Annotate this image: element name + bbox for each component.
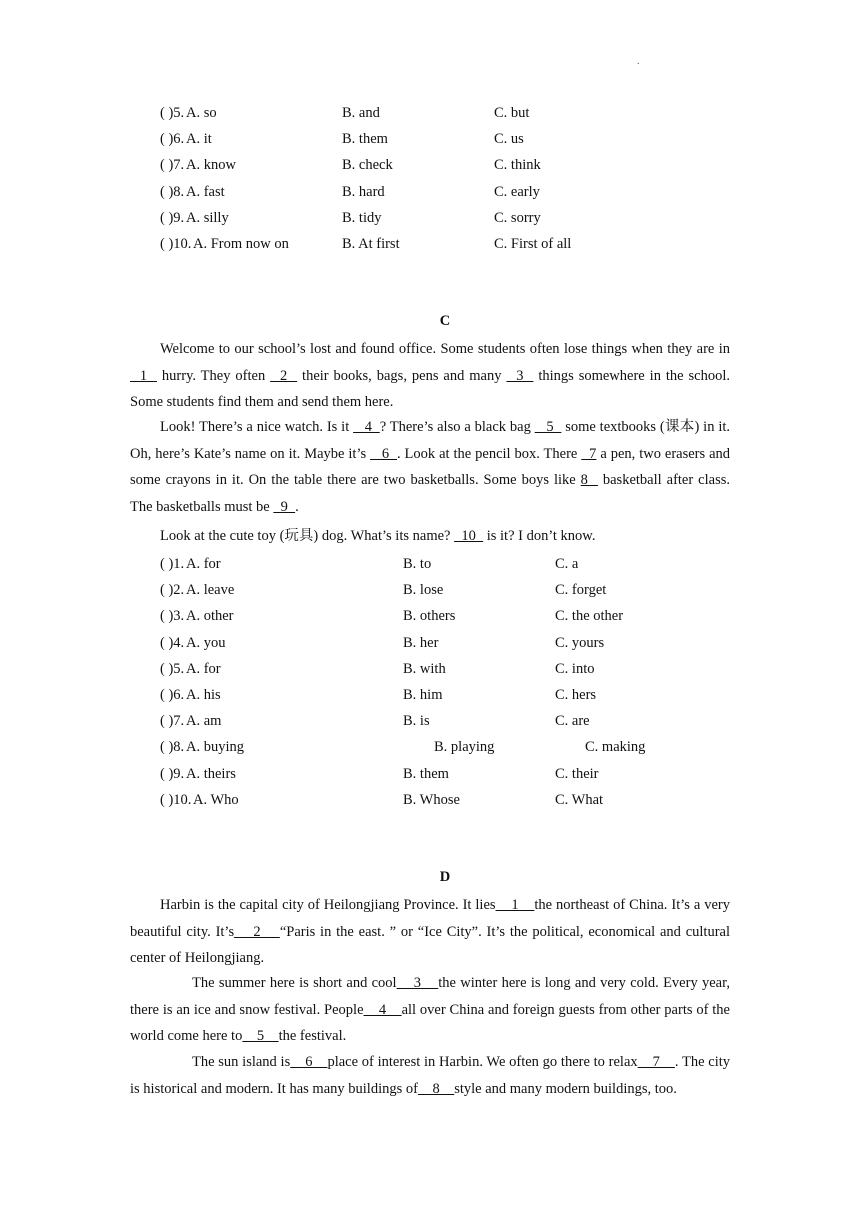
- section-d-paragraph-1: [130, 892, 730, 972]
- option-c: C. the other: [555, 608, 624, 625]
- option-a: A. for: [186, 556, 221, 572]
- paragraph-text: Look! There’s a nice watch. Is it: [160, 419, 354, 435]
- question-number: ( )9.: [160, 765, 185, 782]
- question-number: ( )3.: [160, 608, 185, 625]
- option-c: C. hers: [555, 687, 597, 703]
- paragraph-text: all over China and foreign guests from other parts of the world come here to: [130, 1001, 730, 1044]
- question-number: ( )4.: [160, 634, 185, 651]
- option-a: A. buying: [186, 739, 244, 756]
- section-c-paragraph-1: [130, 336, 730, 416]
- paragraph-text: The sun island is: [192, 1054, 291, 1070]
- paragraph-text: some textbooks (课本) in it. Oh, here’s Kate’s name on it. Maybe it’s: [130, 419, 731, 462]
- option-a: A. From now on: [193, 236, 289, 252]
- question-number: ( )5.: [160, 105, 185, 121]
- option-c: C. are: [555, 713, 590, 730]
- paragraph-text: the festival.: [278, 1028, 347, 1044]
- answer-blank: 7: [637, 1054, 675, 1070]
- option-a: A. for: [186, 660, 221, 677]
- paragraph-text: hurry. They often: [156, 367, 271, 384]
- option-c: C. What: [555, 791, 604, 808]
- answer-blank: 6: [370, 445, 397, 462]
- paragraph-text: a pen, two erasers and some crayons in it. On the table there are two basketballs. Some boys like: [130, 445, 731, 488]
- option-c: C. a: [555, 556, 579, 572]
- question-number: ( )2.: [160, 582, 185, 599]
- answer-blank: 10: [454, 528, 484, 544]
- option-b: B. At first: [342, 236, 400, 252]
- answer-blank: 4: [363, 1001, 402, 1018]
- paragraph-text: Harbin is the capital city of Heilongjiang Province. It lies: [160, 897, 496, 913]
- answer-blank: 3: [506, 367, 534, 384]
- option-b: B. and: [342, 105, 380, 121]
- option-b: B. check: [342, 157, 393, 174]
- option-b: B. tidy: [342, 209, 382, 226]
- section-d-heading: D: [439, 869, 451, 885]
- question-number: ( )10.: [160, 791, 192, 808]
- question-number: ( )9.: [160, 209, 185, 226]
- answer-blank: 6: [290, 1054, 328, 1070]
- option-c: C. forget: [555, 582, 607, 599]
- option-c: C. making: [585, 739, 646, 756]
- option-a: A. silly: [186, 209, 229, 226]
- option-a: A. it: [186, 131, 212, 148]
- answer-blank: 5: [242, 1028, 279, 1044]
- option-a: A. leave: [186, 582, 235, 599]
- option-c: C. into: [555, 660, 595, 677]
- option-a: A. other: [186, 608, 234, 625]
- option-c: C. think: [494, 157, 541, 174]
- option-b: B. to: [403, 556, 432, 572]
- answer-blank: 9: [273, 498, 296, 515]
- section-c-paragraph-3: [130, 523, 730, 550]
- option-b: B. her: [403, 634, 439, 651]
- question-number: ( )1.: [160, 556, 185, 572]
- option-b: B. lose: [403, 582, 444, 599]
- option-c: C. First of all: [494, 236, 572, 252]
- option-a: A. you: [186, 634, 226, 651]
- option-a: A. so: [186, 105, 217, 121]
- paragraph-text: . The city is historical and modern. It has many buildings of: [130, 1054, 731, 1097]
- option-c: C. early: [494, 183, 540, 200]
- section-d-paragraph-3: [130, 1049, 730, 1102]
- option-b: B. them: [403, 765, 449, 782]
- paragraph-text: .: [295, 498, 299, 515]
- option-b: B. hard: [342, 183, 385, 200]
- option-b: B. Whose: [403, 791, 460, 808]
- option-a: A. Who: [193, 791, 239, 808]
- question-number: ( )6.: [160, 131, 185, 148]
- option-b: B. him: [403, 687, 443, 703]
- option-a: A. fast: [186, 183, 225, 200]
- answer-blank: 3: [396, 975, 439, 991]
- answer-blank: 4: [353, 419, 380, 435]
- answer-blank: 2: [234, 923, 280, 940]
- option-c: C. us: [494, 131, 524, 148]
- option-b: B. them: [342, 131, 388, 148]
- section-c-heading: C: [439, 313, 451, 329]
- option-b: B. others: [403, 608, 456, 625]
- question-number: ( )10.: [160, 236, 192, 252]
- option-a: A. his: [186, 687, 221, 703]
- option-c: C. sorry: [494, 209, 541, 226]
- paragraph-text: is it? I don’t know.: [483, 528, 596, 544]
- answer-blank: 8: [417, 1080, 455, 1097]
- paragraph-text: The summer here is short and cool: [192, 975, 397, 991]
- paragraph-text: place of interest in Harbin. We often go there to relax: [327, 1054, 638, 1070]
- question-number: ( )8.: [160, 739, 185, 756]
- question-number: ( )7.: [160, 157, 185, 174]
- answer-blank: 2: [270, 367, 298, 384]
- paragraph-text: things somewhere in the school. Some students find them and send them here.: [130, 367, 731, 410]
- paragraph-text: basketball after class. The basketballs must be: [130, 472, 730, 515]
- option-a: A. am: [186, 713, 222, 730]
- answer-blank: 1: [130, 367, 157, 384]
- answer-blank: 8: [580, 472, 598, 488]
- paragraph-text: “Paris in the east. ” or “Ice City”. It’s the political, economical and cultural center of Heilongjiang.: [130, 923, 730, 966]
- paragraph-text: their books, bags, pens and many: [297, 367, 507, 384]
- paragraph-text: . Look at the pencil box. There: [396, 445, 582, 462]
- answer-blank: 5: [534, 419, 562, 435]
- question-number: ( )7.: [160, 713, 185, 730]
- section-c-paragraph-2: [130, 414, 730, 520]
- option-a: A. know: [186, 157, 236, 174]
- paragraph-text: the winter here is long and very cold. Every year, there is an ice and snow festival. People: [130, 975, 730, 1018]
- section-d-paragraph-2: [130, 970, 730, 1050]
- option-c: C. yours: [555, 634, 605, 651]
- paragraph-text: ? There’s also a black bag: [379, 419, 535, 435]
- option-b: B. is: [403, 713, 430, 730]
- question-number: ( )6.: [160, 687, 185, 703]
- paragraph-text: Welcome to our school’s lost and found office. Some students often lose things when they are in: [160, 341, 730, 357]
- option-c: C. but: [494, 105, 530, 121]
- paragraph-text: the northeast of China. It’s a very beautiful city. It’s: [130, 897, 731, 940]
- option-b: B. playing: [434, 739, 495, 756]
- option-a: A. theirs: [186, 765, 236, 782]
- option-c: C. their: [555, 765, 599, 782]
- answer-blank: 1: [495, 897, 535, 913]
- page-mark: .: [637, 56, 640, 67]
- answer-blank: 7: [581, 445, 597, 462]
- option-b: B. with: [403, 660, 446, 677]
- question-number: ( )5.: [160, 660, 185, 677]
- question-number: ( )8.: [160, 183, 185, 200]
- paragraph-text: style and many modern buildings, too.: [454, 1080, 677, 1097]
- paragraph-text: Look at the cute toy (玩具) dog. What’s its name?: [160, 528, 455, 544]
